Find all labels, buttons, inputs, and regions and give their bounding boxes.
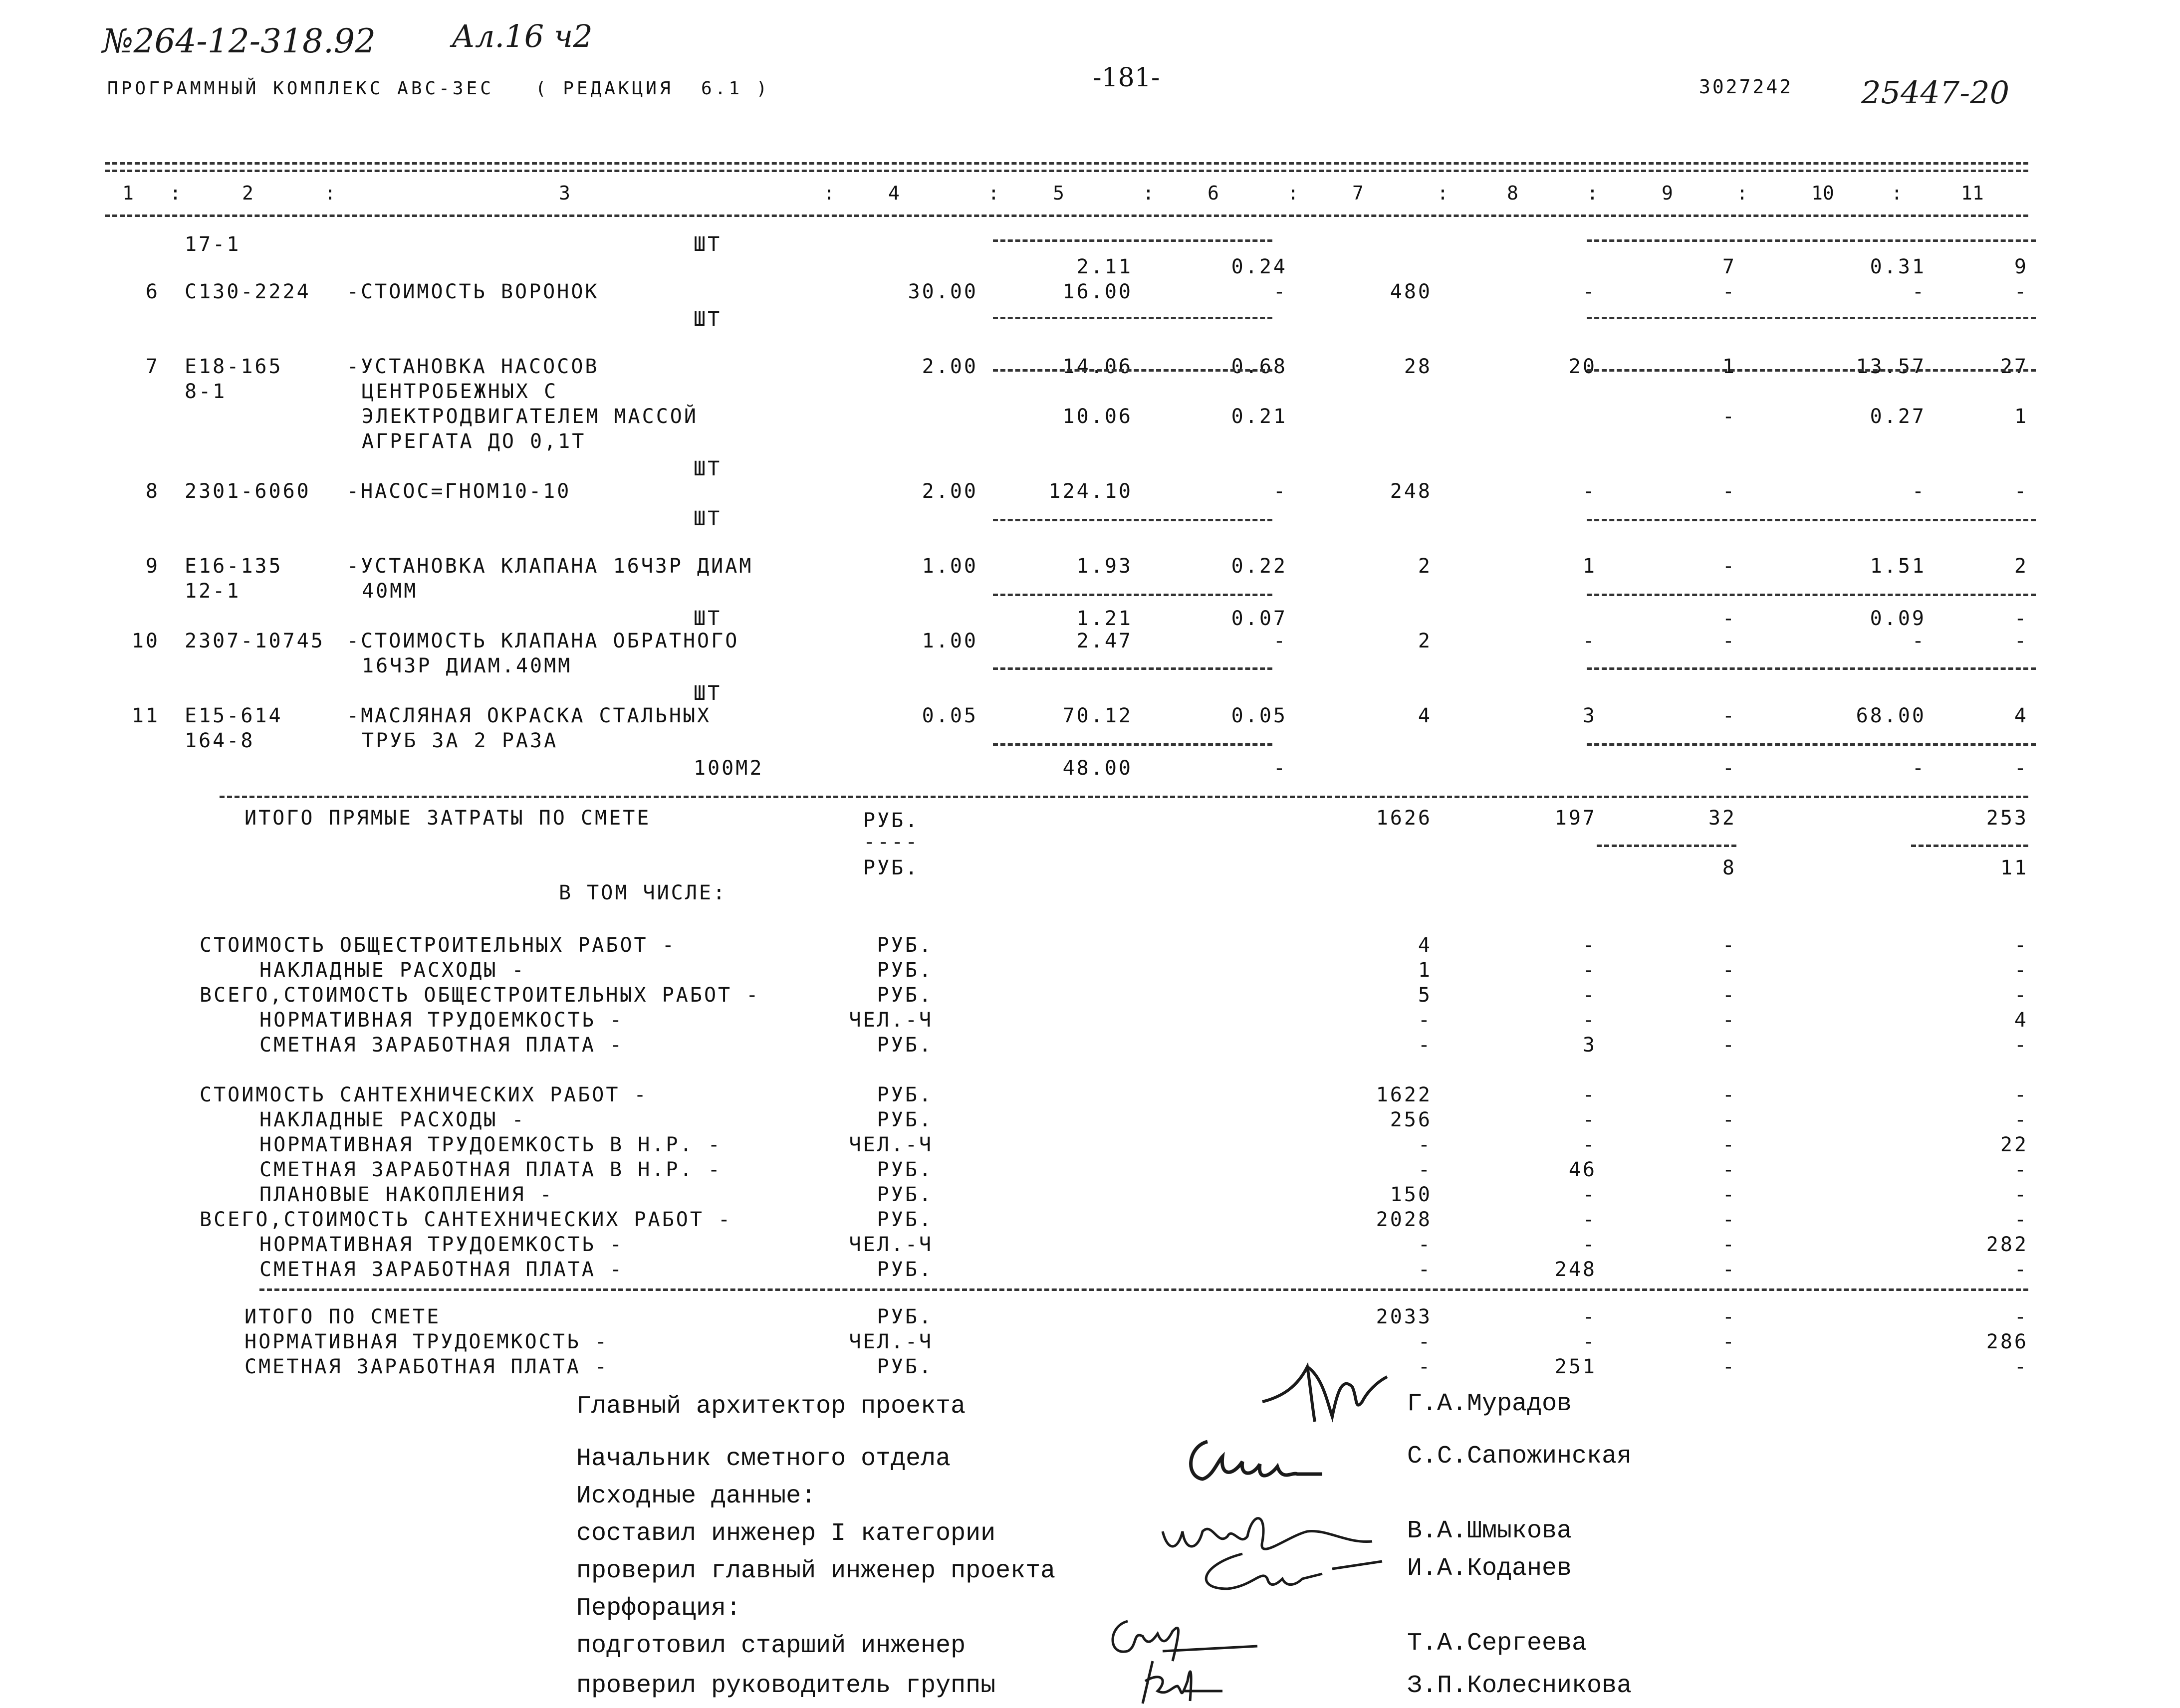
final-unit: РУБ. <box>877 1355 933 1378</box>
summary-unit: РУБ. <box>877 1083 933 1106</box>
row-c9: - <box>1722 405 1736 428</box>
table-rule-top-2 <box>105 170 2028 172</box>
row-sub-rule <box>1587 239 2036 242</box>
row-code: С130-2224 <box>185 280 311 303</box>
summary-unit: РУБ. <box>877 934 933 957</box>
row-code: 2307-10745 <box>185 630 325 652</box>
row-c5: 124.10 <box>1048 480 1133 503</box>
row-c10: - <box>1912 630 1926 652</box>
row-desc: ТРУБ ЗА 2 РАЗА <box>362 729 558 752</box>
summary-c11: - <box>2014 1158 2028 1181</box>
row-c10: - <box>1912 757 1926 780</box>
row-n: 9 <box>145 555 160 578</box>
final-c11: 286 <box>1986 1330 2028 1353</box>
summary-c7: 4 <box>1418 934 1432 957</box>
checked-name: И.А.Коданев <box>1407 1554 1572 1583</box>
row-c5: 48.00 <box>1062 757 1133 780</box>
direct-total-unit-2: РУБ. <box>863 856 920 879</box>
direct-total-dash: ---- <box>863 831 920 854</box>
column-header-1: 1 <box>122 182 134 204</box>
summary-c8: - <box>1582 1083 1597 1106</box>
including-label: В ТОМ ЧИСЛЕ: <box>559 881 727 904</box>
row-c9: - <box>1722 757 1736 780</box>
summary-c11: - <box>2014 934 2028 957</box>
final-label: НОРМАТИВНАЯ ТРУДОЕМКОСТЬ - <box>244 1330 609 1353</box>
page-number: -181- <box>1093 63 1160 93</box>
summary-label: СМЕТНАЯ ЗАРАБОТНАЯ ПЛАТА - <box>259 1034 624 1057</box>
chief-architect-signature <box>1252 1347 1397 1437</box>
perforation-label: Перфорация: <box>576 1594 741 1623</box>
row-sub-rule <box>993 594 1272 596</box>
row-sub-rule <box>1587 743 2036 746</box>
final-c8: 251 <box>1554 1355 1597 1378</box>
column-header-7: 7 <box>1352 182 1364 204</box>
final-label: ИТОГО ПО СМЕТЕ <box>244 1305 441 1328</box>
column-separator: : <box>1736 182 1748 204</box>
summary-c8: - <box>1582 1208 1597 1231</box>
row-c7: 248 <box>1390 480 1432 503</box>
estimate-head-name: С.С.Сапожинская <box>1407 1442 1632 1471</box>
row-c8: - <box>1582 480 1597 503</box>
row-c6: 0.68 <box>1231 355 1287 378</box>
summary-label: НОРМАТИВНАЯ ТРУДОЕМКОСТЬ - <box>259 1233 624 1256</box>
row-code: 8-1 <box>185 380 227 403</box>
summary-c7: - <box>1418 1258 1432 1281</box>
direct-total-rule-c9 <box>1597 845 1736 847</box>
summary-label: НОРМАТИВНАЯ ТРУДОЕМКОСТЬ - <box>259 1009 624 1032</box>
summary-c8: 46 <box>1568 1158 1597 1181</box>
summary-c11: 4 <box>2014 1009 2028 1032</box>
row-desc: ЦЕНТРОБЕЖНЫХ С <box>362 380 558 403</box>
summary-c9: - <box>1722 1009 1736 1032</box>
final-c11: - <box>2014 1305 2028 1328</box>
checked-signature <box>1183 1544 1392 1599</box>
summary-c9: - <box>1722 959 1736 982</box>
row-desc: 40ММ <box>362 580 418 603</box>
chief-architect-name: Г.А.Мурадов <box>1407 1390 1572 1418</box>
row-c10: 0.31 <box>1870 255 1926 278</box>
row-c8: 3 <box>1582 704 1597 727</box>
handwritten-doc-code: 25447-20 <box>1861 74 2010 111</box>
group-lead-name: З.П.Колесникова <box>1407 1672 1632 1700</box>
estimate-head-title: Начальник сметного отдела <box>576 1445 951 1473</box>
row-sub-rule <box>993 667 1272 670</box>
summary-c11: 282 <box>1986 1233 2028 1256</box>
summary-c9: - <box>1722 1108 1736 1131</box>
column-separator: : <box>1143 182 1154 204</box>
row-n: 10 <box>131 630 160 652</box>
prepared-title: подготовил старший инженер <box>576 1632 966 1660</box>
summary-c11: - <box>2014 1183 2028 1206</box>
row-n: 6 <box>145 280 160 303</box>
row-c10: - <box>1912 280 1926 303</box>
summary-unit: РУБ. <box>877 1108 933 1131</box>
row-c11: 1 <box>2014 405 2028 428</box>
summary-c9: - <box>1722 1233 1736 1256</box>
row-c7: 2 <box>1418 630 1432 652</box>
summary-c9: - <box>1722 1083 1736 1106</box>
summary-c7: 256 <box>1390 1108 1432 1131</box>
summary-label: СТОИМОСТЬ ОБЩЕСТРОИТЕЛЬНЫХ РАБОТ - <box>200 934 676 957</box>
row-c8: - <box>1582 630 1597 652</box>
final-c9: - <box>1722 1330 1736 1353</box>
summary-unit: ЧЕЛ.-Ч <box>849 1133 933 1156</box>
row-c6: - <box>1273 757 1287 780</box>
summary-c11: - <box>2014 1034 2028 1057</box>
final-c7: - <box>1418 1355 1432 1378</box>
row-unit: ШТ <box>694 457 722 480</box>
summary-c8: 248 <box>1554 1258 1597 1281</box>
summary-label: СМЕТНАЯ ЗАРАБОТНАЯ ПЛАТА В Н.Р. - <box>259 1158 722 1181</box>
row-c9: 1 <box>1722 355 1736 378</box>
row-c5: 2.47 <box>1076 630 1133 652</box>
row-c11: 27 <box>2000 355 2028 378</box>
row-c5: 1.93 <box>1076 555 1133 578</box>
row-c10: 0.09 <box>1870 607 1926 630</box>
row-c10: 68.00 <box>1856 704 1926 727</box>
summary-c8: - <box>1582 959 1597 982</box>
row-c5: 1.21 <box>1076 607 1133 630</box>
direct-total-label: ИТОГО ПРЯМЫЕ ЗАТРАТЫ ПО СМЕТЕ <box>244 807 651 830</box>
row-code: Е15-614 <box>185 704 283 727</box>
row-c11: - <box>2014 280 2028 303</box>
summary-c9: - <box>1722 1133 1736 1156</box>
row-c11: - <box>2014 630 2028 652</box>
summary-c9: - <box>1722 984 1736 1007</box>
row-c5: 2.11 <box>1076 255 1133 278</box>
column-header-5: 5 <box>1053 182 1064 204</box>
row-c8: 1 <box>1582 555 1597 578</box>
row-c10: - <box>1912 480 1926 503</box>
row-sub-rule <box>1587 317 2036 319</box>
final-c9: - <box>1722 1305 1736 1328</box>
group-lead-title: проверил руководитель группы <box>576 1672 996 1700</box>
column-separator: : <box>1587 182 1598 204</box>
column-header-2: 2 <box>242 182 253 204</box>
row-code: 12-1 <box>185 580 241 603</box>
summary-c7: 5 <box>1418 984 1432 1007</box>
row-c11: 9 <box>2014 255 2028 278</box>
summary-label: ВСЕГО,СТОИМОСТЬ ОБЩЕСТРОИТЕЛЬНЫХ РАБОТ - <box>200 984 760 1007</box>
row-c10: 1.51 <box>1870 555 1926 578</box>
summary-c7: - <box>1418 1133 1432 1156</box>
row-c6: 0.22 <box>1231 555 1287 578</box>
direct-total-c11: 253 <box>1986 807 2028 830</box>
row-unit: ШТ <box>694 233 722 256</box>
table-rule-top <box>105 162 2028 165</box>
final-unit: ЧЕЛ.-Ч <box>849 1330 933 1353</box>
summary-label: НОРМАТИВНАЯ ТРУДОЕМКОСТЬ В Н.Р. - <box>259 1133 722 1156</box>
summary-c8: - <box>1582 1233 1597 1256</box>
summary-unit: РУБ. <box>877 1208 933 1231</box>
column-separator: : <box>823 182 835 204</box>
chief-architect-title: Главный архитектор проекта <box>576 1392 966 1421</box>
row-desc: -УСТАНОВКА КЛАПАНА 16Ч3Р ДИАМ <box>347 555 753 578</box>
row-c9: - <box>1722 630 1736 652</box>
row-c8: - <box>1582 280 1597 303</box>
row-code: Е18-165 <box>185 355 283 378</box>
column-header-11: 11 <box>1961 182 1984 204</box>
column-header-3: 3 <box>559 182 570 204</box>
summary-unit: РУБ. <box>877 1034 933 1057</box>
summary-c11: - <box>2014 984 2028 1007</box>
direct-total-c9b: 8 <box>1722 856 1736 879</box>
summary-c8: - <box>1582 984 1597 1007</box>
summary-c11: - <box>2014 959 2028 982</box>
row-c7: 2 <box>1418 555 1432 578</box>
row-sub-rule <box>1587 369 2036 372</box>
estimate-head-signature <box>1178 1427 1327 1492</box>
summary-c9: - <box>1722 1208 1736 1231</box>
summary-c7: - <box>1418 1034 1432 1057</box>
row-c6: - <box>1273 480 1287 503</box>
row-qty: 30.00 <box>908 280 978 303</box>
checked-title: проверил главный инженер проекта <box>576 1557 1056 1585</box>
program-title: ПРОГРАММНЫЙ КОМПЛЕКС АВС-3ЕС ( РЕДАКЦИЯ 6.1 ) <box>107 78 770 99</box>
column-separator: : <box>1287 182 1299 204</box>
column-header-4: 4 <box>888 182 900 204</box>
row-unit: ШТ <box>694 682 722 705</box>
row-n: 11 <box>131 704 160 727</box>
row-desc: -УСТАНОВКА НАСОСОВ <box>347 355 599 378</box>
summary-c11: - <box>2014 1208 2028 1231</box>
summary-label: СМЕТНАЯ ЗАРАБОТНАЯ ПЛАТА - <box>259 1258 624 1281</box>
row-c11: 4 <box>2014 704 2028 727</box>
direct-total-c11b: 11 <box>2000 856 2028 879</box>
row-c7: 4 <box>1418 704 1432 727</box>
direct-total-c8: 197 <box>1554 807 1597 830</box>
summary-label: НАКЛАДНЫЕ РАСХОДЫ - <box>259 959 526 982</box>
summary-label: СТОИМОСТЬ САНТЕХНИЧЕСКИХ РАБОТ - <box>200 1083 648 1106</box>
row-desc: -НАСОС=ГНОМ10-10 <box>347 480 571 503</box>
summary-c7: 150 <box>1390 1183 1432 1206</box>
row-c9: - <box>1722 480 1736 503</box>
row-c9: - <box>1722 607 1736 630</box>
summary-c9: - <box>1722 1034 1736 1057</box>
prepared-name: Т.А.Сергеева <box>1407 1629 1587 1658</box>
summary-c9: - <box>1722 1183 1736 1206</box>
final-c7: 2033 <box>1376 1305 1432 1328</box>
summary-unit: ЧЕЛ.-Ч <box>849 1233 933 1256</box>
final-c11: - <box>2014 1355 2028 1378</box>
row-c9: - <box>1722 280 1736 303</box>
row-code: 2301-6060 <box>185 480 311 503</box>
row-sub-rule <box>1587 667 2036 670</box>
summary-c8: - <box>1582 1009 1597 1032</box>
final-c8: - <box>1582 1330 1597 1353</box>
column-separator: : <box>324 182 336 204</box>
row-sub-rule <box>993 239 1272 242</box>
row-desc: -СТОИМОСТЬ КЛАПАНА ОБРАТНОГО <box>347 630 739 652</box>
column-separator: : <box>1437 182 1449 204</box>
summary-c8: - <box>1582 1108 1597 1131</box>
row-unit: ШТ <box>694 607 722 630</box>
row-n: 8 <box>145 480 160 503</box>
row-sub-rule <box>1587 594 2036 596</box>
row-c8: 20 <box>1568 355 1597 378</box>
final-c7: - <box>1418 1330 1432 1353</box>
handwritten-album: Ал.16 ч2 <box>452 18 593 54</box>
row-sub-rule <box>1587 519 2036 521</box>
column-header-8: 8 <box>1507 182 1518 204</box>
summary-unit: РУБ. <box>877 1258 933 1281</box>
row-qty: 0.05 <box>922 704 978 727</box>
summary-c9: - <box>1722 934 1736 957</box>
row-c9: - <box>1722 555 1736 578</box>
row-c6: 0.24 <box>1231 255 1287 278</box>
row-c5: 16.00 <box>1062 280 1133 303</box>
direct-total-c7: 1626 <box>1376 807 1432 830</box>
row-desc: -МАСЛЯНАЯ ОКРАСКА СТАЛЬНЫХ <box>347 704 712 727</box>
compiled-name: В.А.Шмыкова <box>1407 1517 1572 1545</box>
row-sub-rule <box>993 369 1272 372</box>
row-c5: 10.06 <box>1062 405 1133 428</box>
row-c11: - <box>2014 480 2028 503</box>
final-unit: РУБ. <box>877 1305 933 1328</box>
row-c9: - <box>1722 704 1736 727</box>
summary-c8: 3 <box>1582 1034 1597 1057</box>
row-sub-rule <box>993 743 1272 746</box>
row-c5: 70.12 <box>1062 704 1133 727</box>
summary-c8: - <box>1582 934 1597 957</box>
document-code: 3027242 <box>1699 76 1793 98</box>
final-rule <box>259 1288 2028 1291</box>
summary-c8: - <box>1582 1183 1597 1206</box>
row-sub-rule <box>993 317 1272 319</box>
row-sub-rule <box>993 519 1272 521</box>
group-lead-signature <box>1133 1656 1232 1706</box>
summary-c11: - <box>2014 1258 2028 1281</box>
summary-c7: - <box>1418 1233 1432 1256</box>
final-label: СМЕТНАЯ ЗАРАБОТНАЯ ПЛАТА - <box>244 1355 609 1378</box>
row-c5: 14.06 <box>1062 355 1133 378</box>
row-c10: 13.57 <box>1856 355 1926 378</box>
summary-c11: 22 <box>2000 1133 2028 1156</box>
row-desc: -СТОИМОСТЬ ВОРОНОК <box>347 280 599 303</box>
final-c8: - <box>1582 1305 1597 1328</box>
direct-total-rule-c11 <box>1911 845 2028 847</box>
row-desc: ЭЛЕКТРОДВИГАТЕЛЕМ МАССОЙ <box>362 405 698 428</box>
summary-c7: 1 <box>1418 959 1432 982</box>
column-header-9: 9 <box>1662 182 1673 204</box>
summary-c7: 1622 <box>1376 1083 1432 1106</box>
final-c9: - <box>1722 1355 1736 1378</box>
row-code: 17-1 <box>185 233 241 256</box>
row-unit: 100М2 <box>694 757 764 780</box>
row-qty: 1.00 <box>922 555 978 578</box>
row-c7: 28 <box>1404 355 1432 378</box>
summary-unit: РУБ. <box>877 984 933 1007</box>
summary-label: НАКЛАДНЫЕ РАСХОДЫ - <box>259 1108 526 1131</box>
summary-c7: - <box>1418 1009 1432 1032</box>
column-separator: : <box>170 182 181 204</box>
summary-c11: - <box>2014 1108 2028 1131</box>
source-data-label: Исходные данные: <box>576 1482 816 1510</box>
summary-c7: 2028 <box>1376 1208 1432 1231</box>
direct-total-unit: РУБ. <box>863 809 920 832</box>
row-c10: 0.27 <box>1870 405 1926 428</box>
row-c11: 2 <box>2014 555 2028 578</box>
row-c6: 0.21 <box>1231 405 1287 428</box>
summary-unit: РУБ. <box>877 1183 933 1206</box>
summary-label: ПЛАНОВЫЕ НАКОПЛЕНИЯ - <box>259 1183 554 1206</box>
column-separator: : <box>1891 182 1903 204</box>
row-c6: - <box>1273 280 1287 303</box>
summary-c7: - <box>1418 1158 1432 1181</box>
row-c11: - <box>2014 607 2028 630</box>
row-qty: 2.00 <box>922 355 978 378</box>
row-c6: 0.05 <box>1231 704 1287 727</box>
row-c6: - <box>1273 630 1287 652</box>
row-c11: - <box>2014 757 2028 780</box>
row-c9: 7 <box>1722 255 1736 278</box>
summary-unit: РУБ. <box>877 1158 933 1181</box>
row-c6: 0.07 <box>1231 607 1287 630</box>
summary-unit: РУБ. <box>877 959 933 982</box>
totals-rule-top <box>220 796 2028 798</box>
summary-c9: - <box>1722 1258 1736 1281</box>
row-code: 164-8 <box>185 729 255 752</box>
row-desc: 16Ч3Р ДИАМ.40ММ <box>362 654 572 677</box>
summary-unit: ЧЕЛ.-Ч <box>849 1009 933 1032</box>
direct-total-c9: 32 <box>1708 807 1736 830</box>
row-qty: 2.00 <box>922 480 978 503</box>
handwritten-ref-number: №264-12-318.92 <box>102 22 376 60</box>
row-unit: ШТ <box>694 507 722 530</box>
row-code: Е16-135 <box>185 555 283 578</box>
row-qty: 1.00 <box>922 630 978 652</box>
column-separator: : <box>988 182 999 204</box>
compiled-title: составил инженер I категории <box>576 1519 996 1548</box>
column-header-6: 6 <box>1208 182 1219 204</box>
row-unit: ШТ <box>694 308 722 331</box>
row-c7: 480 <box>1390 280 1432 303</box>
column-header-10: 10 <box>1811 182 1834 204</box>
summary-c9: - <box>1722 1158 1736 1181</box>
summary-c11: - <box>2014 1083 2028 1106</box>
summary-c8: - <box>1582 1133 1597 1156</box>
row-n: 7 <box>145 355 160 378</box>
table-rule-header-bottom <box>105 214 2028 217</box>
summary-label: ВСЕГО,СТОИМОСТЬ САНТЕХНИЧЕСКИХ РАБОТ - <box>200 1208 732 1231</box>
row-desc: АГРЕГАТА ДО 0,1Т <box>362 430 586 453</box>
